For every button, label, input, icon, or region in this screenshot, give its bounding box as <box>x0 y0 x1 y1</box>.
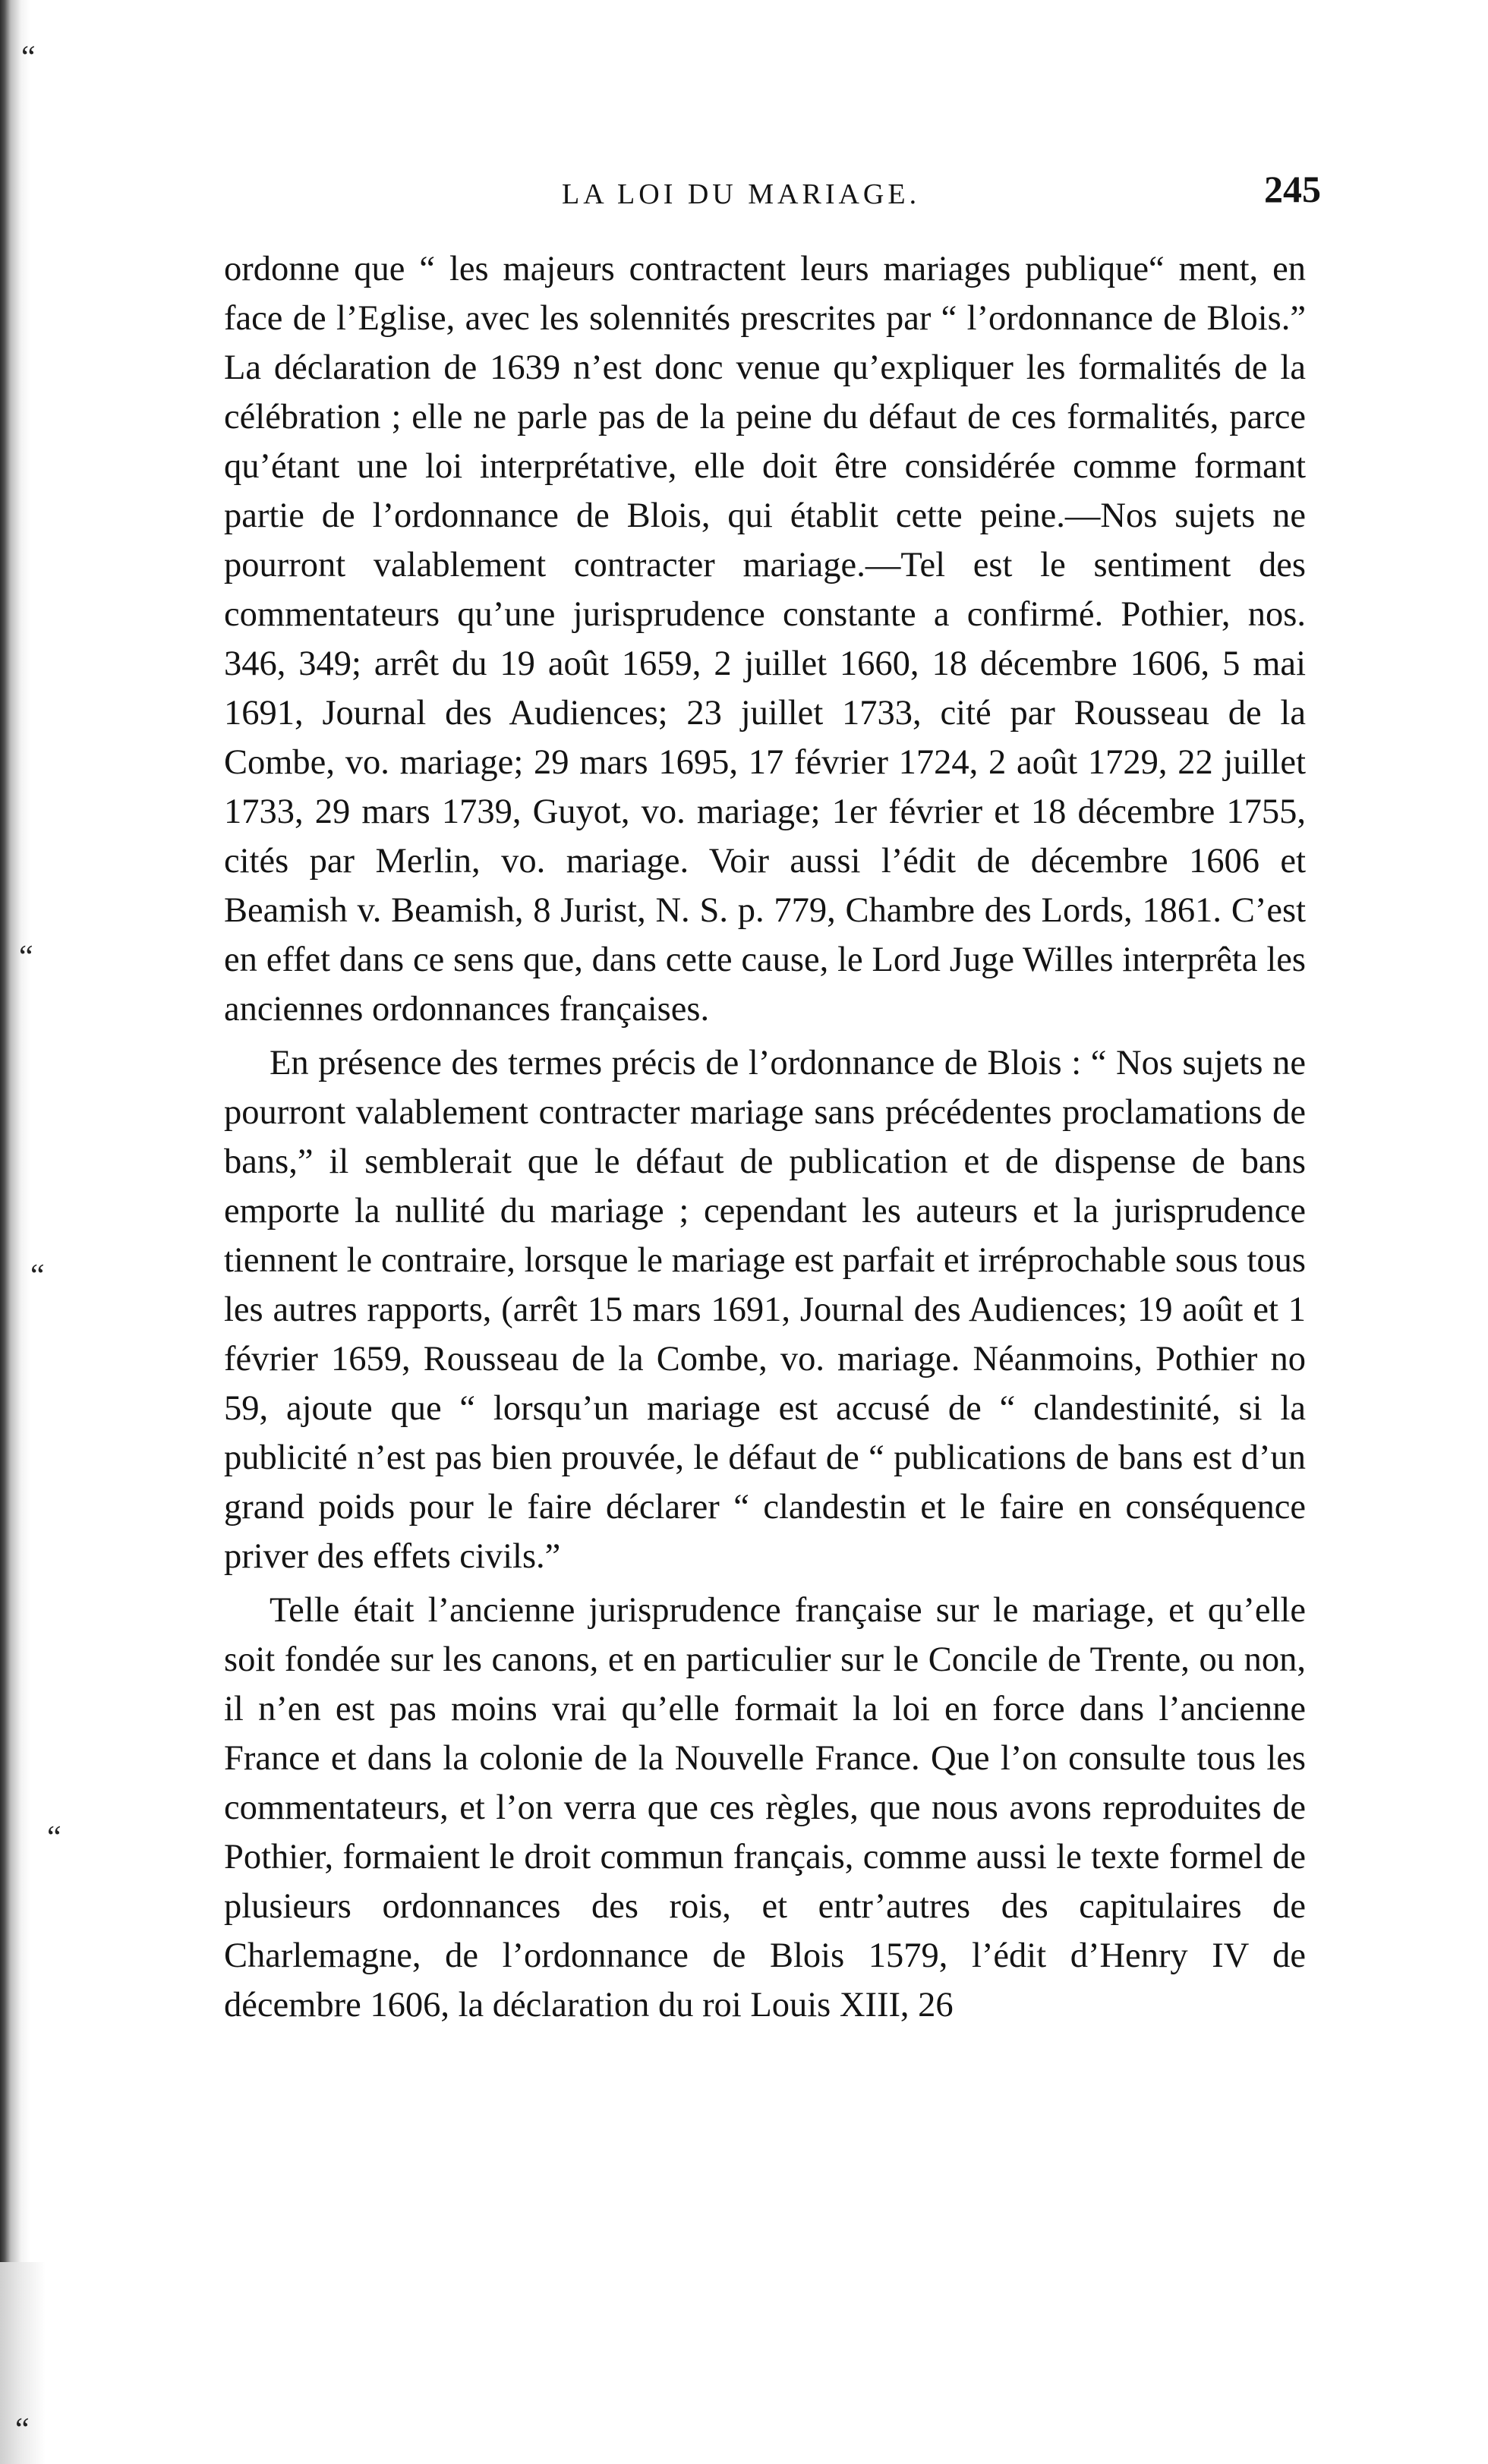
margin-mark: “ <box>30 1259 45 1293</box>
margin-mark: “ <box>47 1820 61 1855</box>
page-edge-shadow <box>0 0 30 2464</box>
page-body <box>224 244 1306 2030</box>
running-head-title: LA LOI DU MARIAGE. <box>562 178 921 210</box>
page-number: 245 <box>1264 168 1321 210</box>
paragraph: Telle était l’ancienne jurisprudence française sur le mariage, et qu’elle soit fondée sur les canons, et en particulier sur le Concile de Trente, ou non, il n’en est pas moins vrai qu’elle formait la loi en force dans l’ancienne France et dans la colonie de la Nouvelle France. Que l’on consulte tous les commentateurs, et l’on verra que ces règles, que nous avons reproduites de Pothier, formaient le droit commun français, comme aussi le texte formel de plusieurs ordonnances des rois, et entr’autres des capitulaires de Charlemagne, de l’ordonnance de Blois 1579, l’édit d’Henry IV de décembre 1606, la déclaration du roi Louis XIII, 26 <box>224 1591 1306 2024</box>
margin-mark: “ <box>21 40 36 75</box>
margin-mark: “ <box>15 2412 30 2447</box>
paragraph: ordonne que “ les majeurs contractent leurs mariages publique“ ment, en face de l’Eglise, avec les solennités prescrites par “ l’ordonnance de Blois.” La déclaration de 1639 n’est donc venue qu’expliquer les formalités de la célébration ; elle ne parle pas de la peine du défaut de ces formalités, parce qu’étant une loi interprétative, elle doit être considérée comme formant partie de l’ordonnance de Blois, qui établit cette peine.—Nos sujets ne pourront valablement contracter mariage.—Tel est le sentiment des commentateurs qu’une jurisprudence constante a confirmé. Pothier, nos. 346, 349; arrêt du 19 août 1659, 2 juillet 1660, 18 décembre 1606, 5 mai 1691, Journal des Audiences; 23 juillet 1733, cité par Rousseau de la Combe, vo. mariage; 29 mars 1695, 17 février 1724, 2 août 1729, 22 juillet 1733, 29 mars 1739, Guyot, vo. mariage; 1er février et 18 décembre 1755, cités par Merlin, vo. mariage. Voir aussi l’édit de décembre 1606 et Beamish v. Beamish, 8 Jurist, N. S. p. 779, Chambre des Lords, 1861. C’est en effet dans ce sens que, dans cette cause, le Lord Juge Willes interprêta les anciennes ordonnances françaises. <box>224 250 1306 1029</box>
paragraph: En présence des termes précis de l’ordonnance de Blois : “ Nos sujets ne pourront valablement contracter mariage sans précédentes proclamations de bans,” il semblerait que le défaut de publication et de dispense de bans emporte la nullité du mariage ; cependant les auteurs et la jurisprudence tiennent le contraire, lorsque le mariage est parfait et irréprochable sous tous les autres rapports, (arrêt 15 mars 1691, Journal des Audiences; 19 août et 1 février 1659, Rousseau de la Combe, vo. mariage. Néanmoins, Pothier no 59, ajoute que “ lorsqu’un mariage est accusé de “ clandestinité, si la publicité n’est pas bien prouvée, le défaut de “ publications de bans est d’un grand poids pour le faire déclarer “ clandestin et le faire en conséquence priver des effets civils.” <box>224 1044 1306 1576</box>
running-head <box>235 167 1321 220</box>
margin-mark: “ <box>19 940 33 975</box>
